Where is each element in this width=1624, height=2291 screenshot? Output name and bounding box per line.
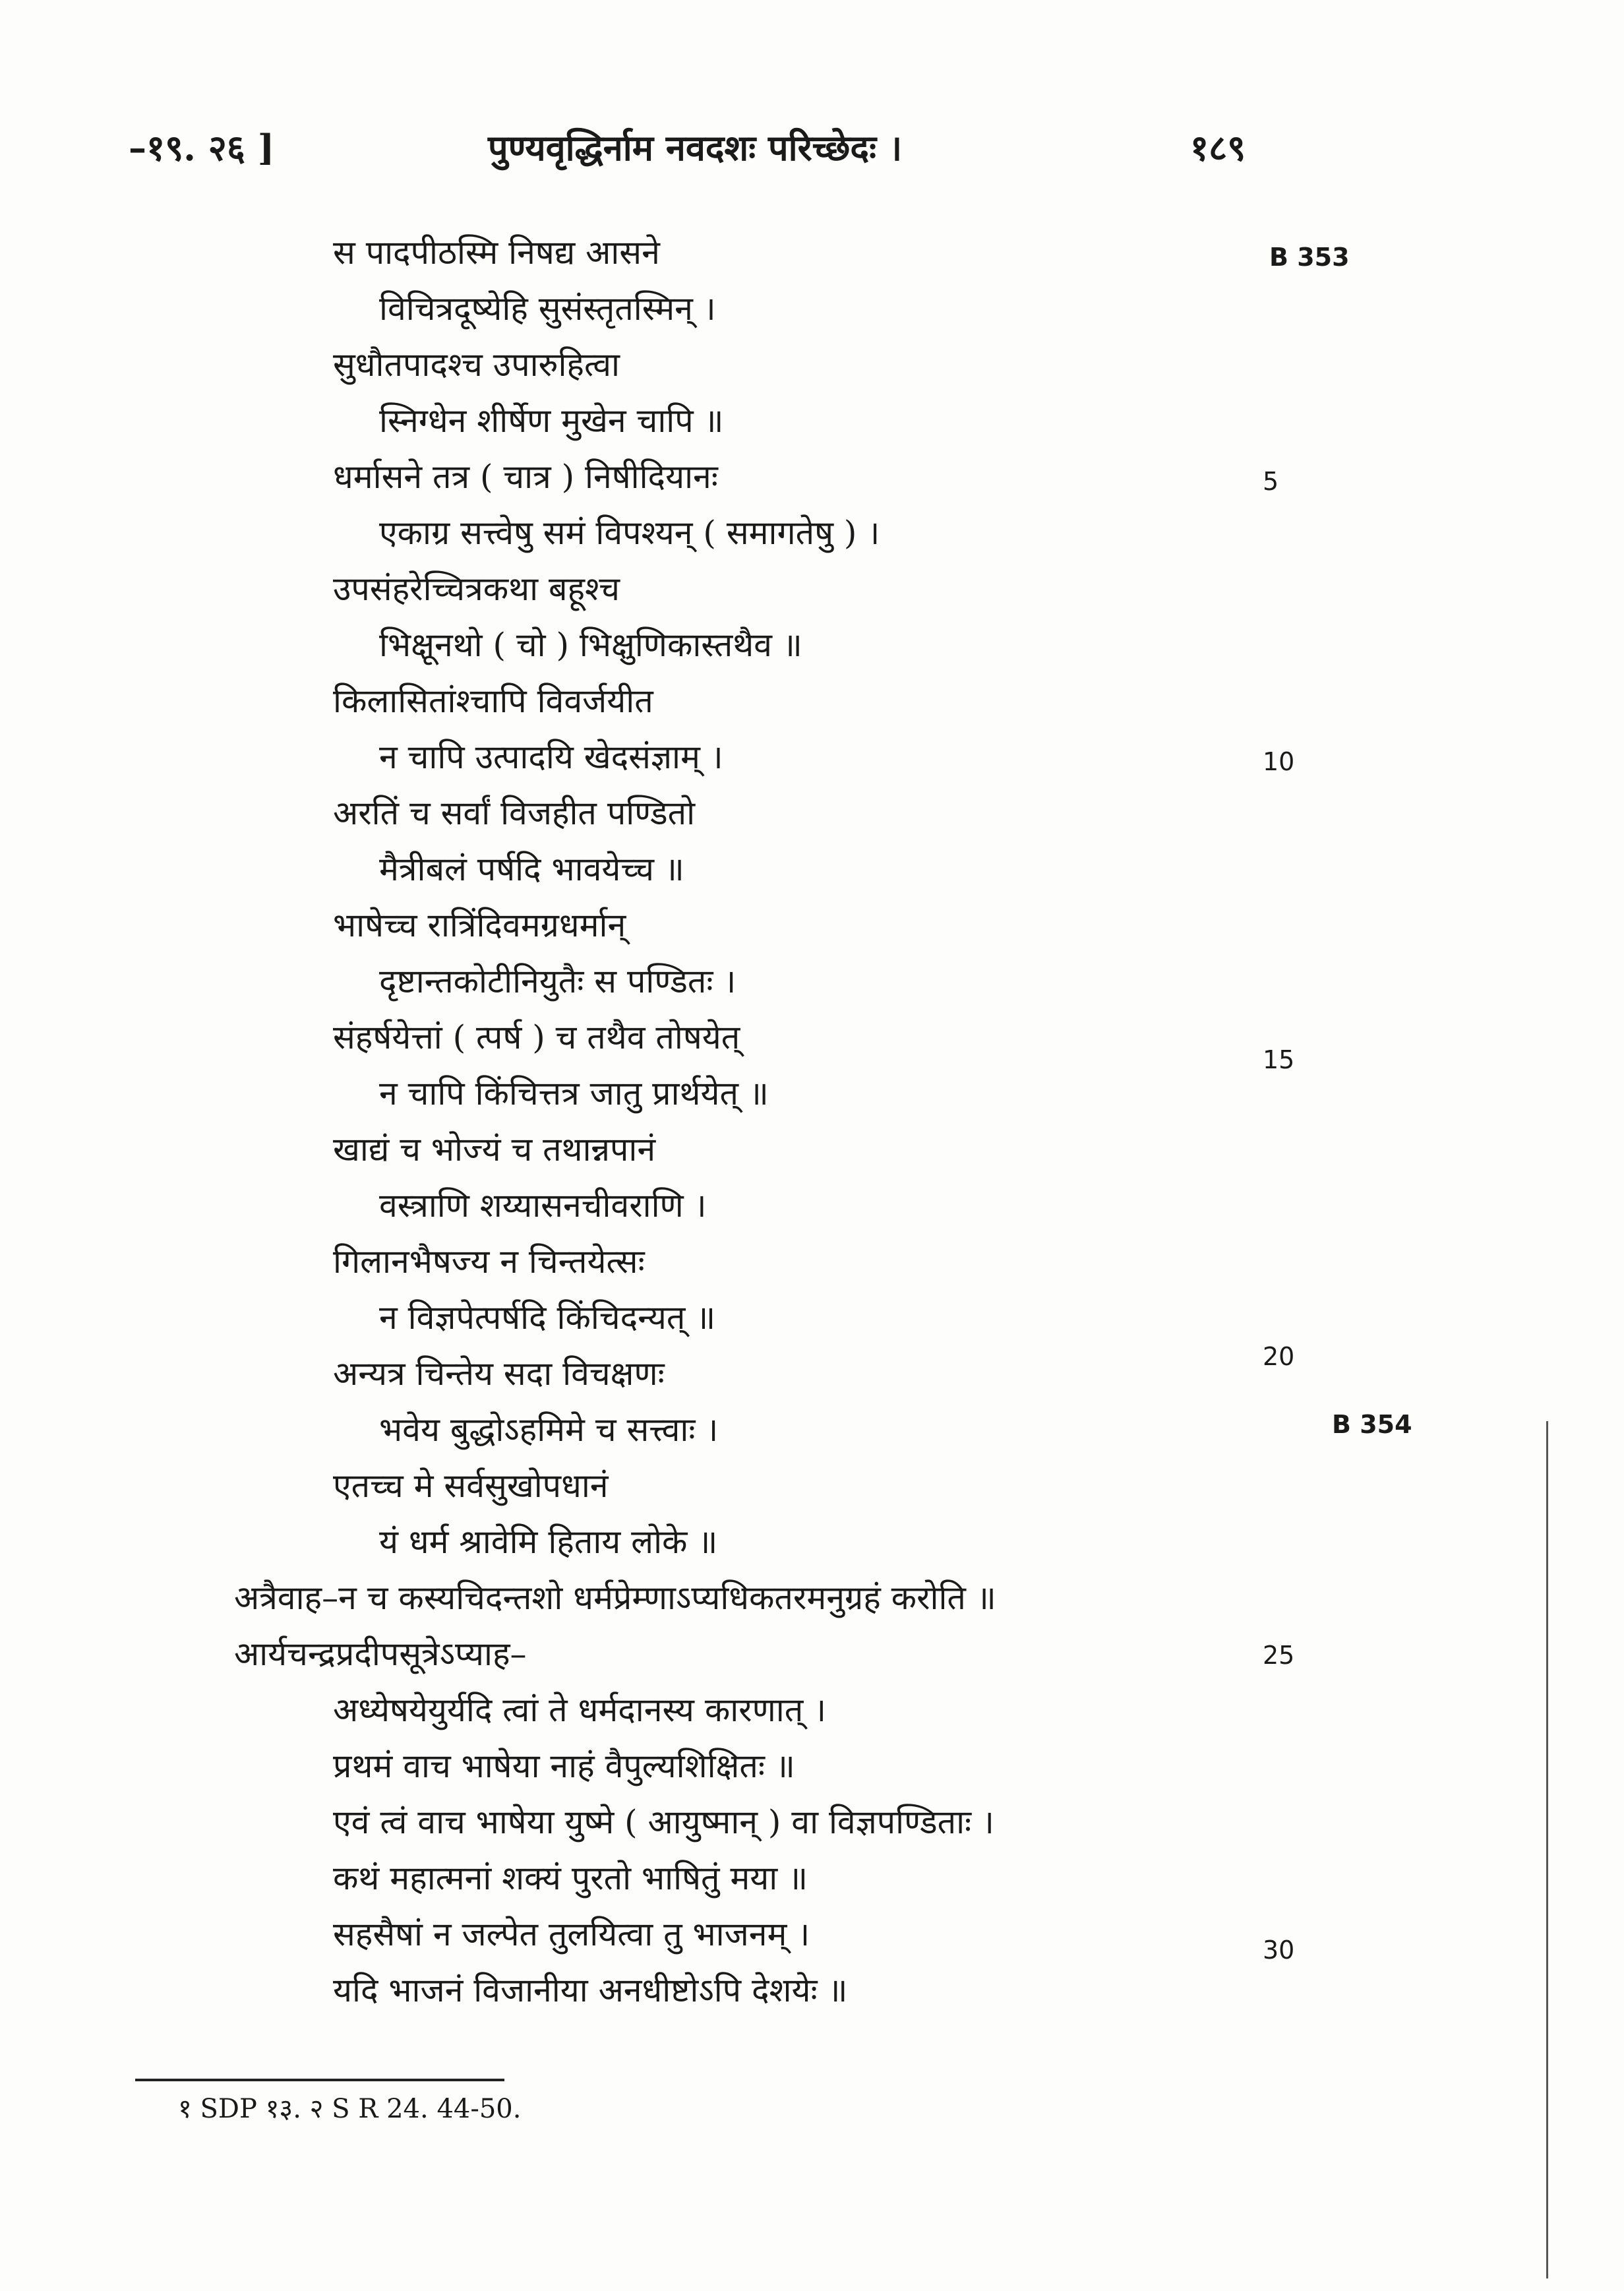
verse-line: दृष्टान्तकोटीनियुतैः स पण्डितः । [379,962,737,1000]
verse-line: धर्मासने तत्र ( चात्र ) निषीदियानः [333,458,718,496]
footnote: १ SDP १३. २ S R 24. 44-50. [178,2094,522,2124]
verse-line: भवेय बुद्धोऽहमिमे च सत्त्वाः । [379,1411,719,1449]
verse-line: भिक्षूनथो ( चो ) भिक्षुणिकास्तथैव ॥ [379,626,802,664]
verse-line: सुधौतपादश्च उपारुहित्वा [333,346,620,384]
verse-line: सहसैषां न जल्पेत तुलयित्वा तु भाजनम् । [333,1915,810,1953]
verse-line: किलासितांश्चापि विवर्जयीत [333,682,653,720]
verse-line: अन्यत्र चिन्तेय सदा विचक्षणः [333,1355,665,1393]
page-edge-line [1546,1421,1548,2278]
verse-line: गिलानभैषज्य न चिन्तयेत्सः [333,1242,645,1281]
verse-line: प्रथमं वाच भाषेया नाहं वैपुल्यशिक्षितः ॥ [333,1747,795,1785]
verse-line: खाद्यं च भोज्यं च तथान्नपानं [333,1130,656,1169]
line-number: 20 [1263,1342,1295,1371]
verse-line: अरतिं च सर्वां विजहीत पण्डितो [333,794,696,832]
verse-line: न चापि किंचित्तत्र जातु प्रार्थयेत् ॥ [379,1074,769,1113]
verse-line: मैत्रीबलं पर्षदि भावयेच्च ॥ [379,850,684,888]
verse-line: वस्त्राणि शय्यासनचीवराणि । [379,1186,707,1225]
verse-line: न चापि उत्पादयि खेदसंज्ञाम् । [379,738,723,776]
verse-line: अध्येषयेयुर्यदि त्वां ते धर्मदानस्य कारणात् । [333,1691,827,1729]
verse-line: विचित्रदूष्येहि सुसंस्तृतस्मिन् । [379,290,716,328]
margin-reference: B 353 [1269,243,1350,272]
verse-line: न विज्ञपेत्पर्षदि किंचिदन्यत् ॥ [379,1298,716,1337]
verse-line: एतच्च मे सर्वसुखोपधानं [333,1467,609,1505]
verse-line: एवं त्वं वाच भाषेया युष्मे ( आयुष्मान् ) वा विज्ञपण्डिताः । [333,1803,994,1841]
line-number: 5 [1263,467,1279,496]
line-number: 25 [1263,1641,1295,1670]
verse-line: स्निग्धेन शीर्षेण मुखेन चापि ॥ [379,402,724,440]
verse-line: भाषेच्च रात्रिंदिवमग्रधर्मान् [333,906,626,944]
page-header [0,122,1624,181]
verse-line: यं धर्म श्रावेमि हिताय लोके ॥ [379,1523,718,1561]
prose-line: आर्यचन्द्रप्रदीपसूत्रेऽप्याह– [234,1635,527,1673]
footnote-divider [135,2079,504,2081]
verse-line: कथं महात्मनां शक्यं पुरतो भाषितुं मया ॥ [333,1859,808,1897]
header-verse-range: –१९. २६ ] [129,127,275,169]
header-chapter-title: पुण्यवृद्धिर्नाम नवदशः परिच्छेदः । [488,127,903,169]
prose-line: अत्रैवाह–न च कस्यचिदन्तशो धर्मप्रेम्णाऽप्यधिकतरमनुग्रहं करोति ॥ [234,1579,996,1617]
verse-line: यदि भाजनं विजानीया अनधीष्टोऽपि देशयेः ॥ [333,1971,848,2009]
line-number: 15 [1263,1045,1295,1074]
line-number: 30 [1263,1936,1295,1965]
verse-line: संहर्षयेत्तां ( त्पर्ष ) च तथैव तोषयेत् [333,1018,740,1056]
verse-line: एकाग्र सत्त्वेषु समं विपश्यन् ( समागतेषु ) । [379,514,880,552]
margin-reference: B 354 [1332,1410,1412,1439]
line-number: 10 [1263,747,1295,776]
verse-line: स पादपीठस्मि निषद्य आसने [333,233,660,272]
header-page-number: १८९ [1190,127,1246,169]
verse-line: उपसंहरेच्चित्रकथा बहूश्च [333,570,620,608]
